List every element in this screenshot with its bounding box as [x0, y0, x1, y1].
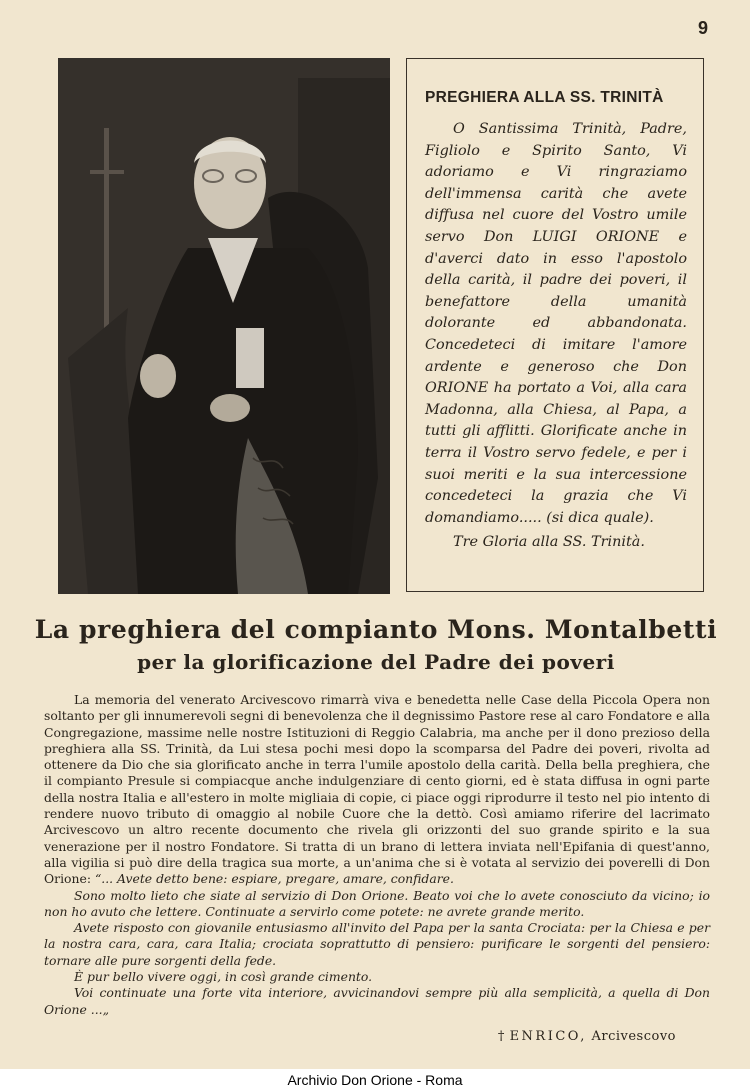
- article-paragraph: È pur bello vivere oggi, in così grande cimento.: [74, 969, 373, 985]
- article-quote-start: “... Avete detto bene: espiare, pregare, amare, confidare.: [94, 871, 454, 887]
- article-body: [44, 692, 710, 1018]
- prayer-closing: Tre Gloria alla SS. Trinità.: [453, 534, 645, 551]
- article-paragraph: Avete risposto con giovanile entusiasmo all'invito del Papa per la santa Crociata: per la Chiesa e per la nostra cara, cara, cara Italia; crociata soprattutto di pensiero: purificare le sorgenti del pensiero: tornare alle pure sorgenti della fede.: [44, 920, 710, 968]
- portrait-photo: [58, 58, 390, 594]
- page-number: 9: [697, 18, 708, 38]
- prayer-box: [406, 58, 704, 592]
- signature-title: Arcivescovo: [591, 1029, 676, 1044]
- prayer-body: O Santissima Trinità, Padre, Figliolo e Spirito Santo, Vi adoriamo e Vi ringraziamo dell'immensa carità che avete diffusa nel cuore del Vostro umile servo Don LUIGI ORIONE e d'averci dato in esso l'apostolo della carità, il padre dei poveri, il benefattore della umanità dolorante ed abbandonata. Concedeteci di imitare l'amore ardente e generoso che Don ORIONE ha portato a Voi, alla cara Madonna, alla Chiesa, al Papa, a tutti gli afflitti. Glorificate anche in terra il Vostro servo fedele, e per i suoi meriti e la sua intercessione concedeteci la grazia che Vi domandiamo..... (si dica quale).: [425, 121, 687, 526]
- prayer-title: PREGHIERA ALLA SS. TRINITÀ: [425, 89, 664, 106]
- article-paragraph-text: La memoria del venerato Arcivescovo rimarrà viva e benedetta nelle Case della Piccola Opera non soltanto per gli innumerevoli segni di benevolenza che il degnissimo Pastore rese al caro Fondatore e alla Congregazione, massime nelle nostre Istituzioni di Reggio Calabria, ma anche per il dono prezioso della preghiera alla SS. Trinità, da Lui stesa pochi mesi dopo la scomparsa del Padre dei poveri, rivolta ad ottenere da Dio che sia glorificato anche in terra l'umile apostolo della carità. Della bella preghiera, che il compianto Presule si compiacque anche indulgenziare di cento giorni, ed è stata diffusa in ogni parte della nostra Italia e all'estero in molte migliaia di copie, ci piace oggi riprodurre il testo nel pio intento di rendere nuovo tributo di omaggio al nobile Cuore che la dettò. Così amiamo riferire del lacrimato Arcivescovo un altro recente documento che rivela gli orizzonti del suo grande spirito e la sua venerazione per il nostro Fondatore. Si tratta di un brano di lettera inviata nell'Epifania di quest'anno, alla vigilia si può dire della tragica sua morte, a un'anima che si è votata al servizio dei poverelli di Don Orione:: [44, 692, 710, 887]
- article-subtitle: per la glorificazione del Padre dei poveri: [137, 650, 615, 674]
- signature: [498, 1029, 676, 1044]
- article-paragraph: [44, 692, 710, 888]
- signature-name: ENRICO,: [509, 1029, 587, 1044]
- signature-cross: †: [497, 1029, 505, 1044]
- article-paragraph: Sono molto lieto che siate al servizio di Don Orione. Beato voi che lo avete conosciuto da vicino; io non ho avuto che lettere. Continuate a servirlo come potete: ne avrete grande merito.: [44, 887, 710, 919]
- archive-footer: Archivio Don Orione - Roma: [0, 1069, 750, 1091]
- article-paragraph: Voi continuate una forte vita interiore, avvicinandovi sempre più alla semplicità, a quella di Don Orione ...„: [44, 985, 710, 1017]
- article-title: La preghiera del compianto Mons. Montalbetti: [34, 615, 718, 644]
- article-headline: [20, 612, 732, 676]
